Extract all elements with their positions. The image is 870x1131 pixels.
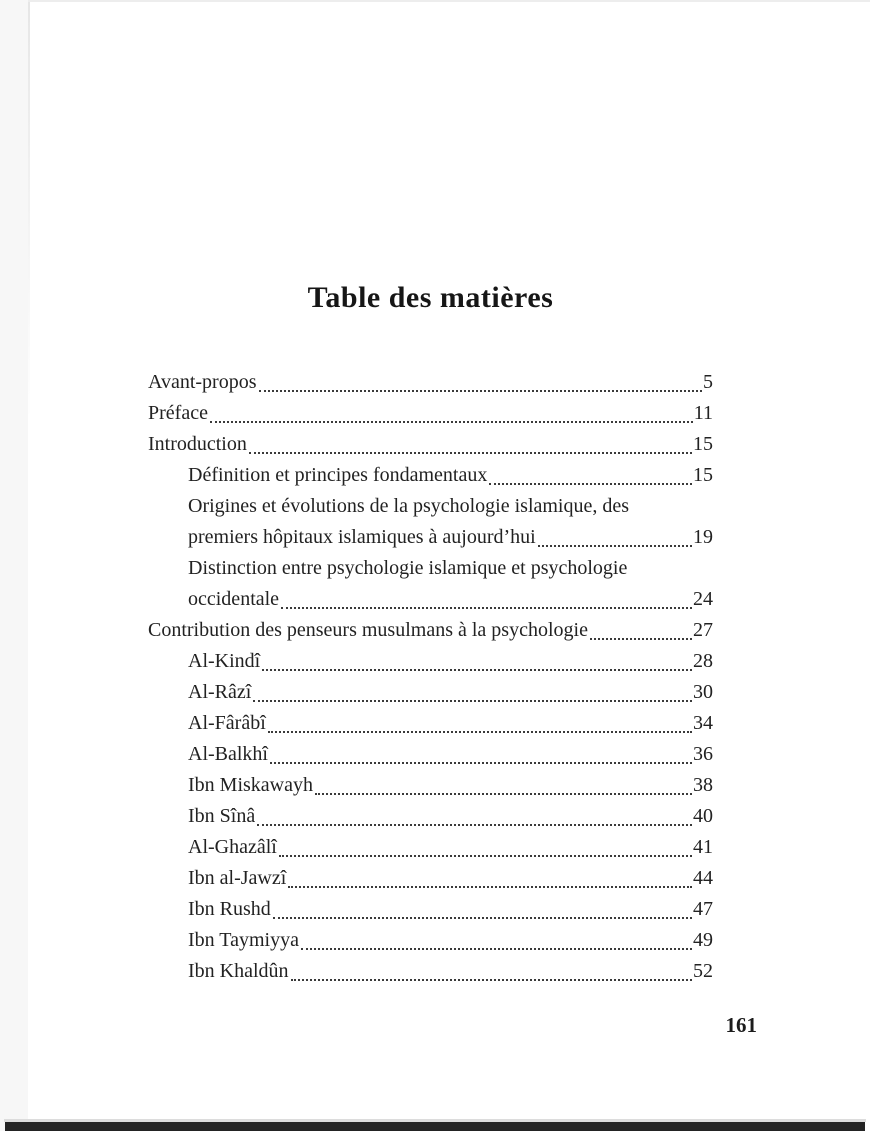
toc-leader bbox=[538, 545, 692, 547]
toc-row bbox=[148, 894, 713, 925]
toc-row bbox=[148, 429, 713, 460]
toc-row bbox=[148, 956, 713, 987]
toc-entry-label: Distinction entre psychologie islamique et psychologie bbox=[188, 557, 628, 579]
toc-list bbox=[148, 367, 713, 987]
toc-leader bbox=[270, 762, 692, 764]
toc-entry-label: occidentale bbox=[188, 588, 280, 610]
toc-leader bbox=[249, 452, 692, 454]
toc-row bbox=[148, 925, 713, 956]
page-title: Table des matières bbox=[307, 281, 554, 314]
toc-leader bbox=[301, 948, 692, 950]
toc-leader bbox=[259, 390, 703, 392]
toc-page-number: 52 bbox=[693, 960, 713, 982]
toc-page-number: 41 bbox=[693, 836, 713, 858]
toc-leader bbox=[281, 607, 692, 609]
toc-row bbox=[148, 460, 713, 491]
toc-leader bbox=[489, 483, 692, 485]
toc-entry-label: Ibn Miskawayh bbox=[188, 774, 313, 796]
toc-row bbox=[148, 770, 713, 801]
toc-entry-label: Avant-propos bbox=[148, 371, 257, 393]
toc-entry-label: Ibn Khaldûn bbox=[188, 960, 289, 982]
toc-leader bbox=[291, 979, 692, 981]
toc-row bbox=[148, 832, 713, 863]
toc-row bbox=[148, 584, 713, 615]
toc-row bbox=[148, 646, 713, 677]
toc-page-number: 11 bbox=[693, 402, 713, 424]
toc-leader bbox=[262, 669, 692, 671]
toc-row bbox=[148, 522, 713, 553]
toc-page-number: 44 bbox=[693, 867, 713, 889]
toc-page-number: 27 bbox=[693, 619, 713, 641]
toc-row bbox=[148, 398, 713, 429]
toc-entry-label: Ibn al-Jawzî bbox=[188, 867, 287, 889]
toc-leader bbox=[253, 700, 692, 702]
toc-leader bbox=[315, 793, 692, 795]
toc-row bbox=[148, 801, 713, 832]
toc-entry-label: Al-Kindî bbox=[188, 650, 261, 672]
toc-page-number: 15 bbox=[693, 433, 713, 455]
toc-entry-label: Préface bbox=[148, 402, 208, 424]
toc-entry-label: Al-Balkhî bbox=[188, 743, 268, 765]
page bbox=[148, 0, 713, 987]
toc-leader bbox=[273, 917, 692, 919]
toc-entry-label: Ibn Rushd bbox=[188, 898, 271, 920]
toc-leader bbox=[268, 731, 692, 733]
toc-page-number: 36 bbox=[693, 743, 713, 765]
toc-page-number: 30 bbox=[693, 681, 713, 703]
toc-page-number: 28 bbox=[693, 650, 713, 672]
toc-entry-label: premiers hôpitaux islamiques à aujourd’hui bbox=[188, 526, 536, 548]
toc-page-number: 38 bbox=[693, 774, 713, 796]
toc-row bbox=[148, 491, 713, 522]
folio-page-number: 161 bbox=[725, 1013, 757, 1037]
toc-row bbox=[148, 739, 713, 770]
toc-page-number: 5 bbox=[703, 371, 713, 393]
toc-page-number: 47 bbox=[693, 898, 713, 920]
toc-entry-label: Contribution des penseurs musulmans à la psychologie bbox=[148, 619, 588, 641]
toc-leader bbox=[210, 421, 693, 423]
toc-leader bbox=[257, 824, 692, 826]
toc-entry-label: Origines et évolutions de la psychologie islamique, des bbox=[188, 495, 630, 517]
toc-entry-label: Al-Ghazâlî bbox=[188, 836, 277, 858]
toc-row bbox=[148, 863, 713, 894]
toc-page-number: 19 bbox=[693, 526, 713, 548]
toc-entry-label: Ibn Taymiyya bbox=[188, 929, 299, 951]
toc-row bbox=[148, 677, 713, 708]
toc-entry-label: Définition et principes fondamentaux bbox=[188, 464, 488, 486]
scan-bottom-dark-bar bbox=[5, 1122, 865, 1131]
toc-page-number: 15 bbox=[693, 464, 713, 486]
toc-row bbox=[148, 553, 713, 584]
page-left-edge-shadow bbox=[0, 0, 28, 1131]
toc-page-number: 24 bbox=[693, 588, 713, 610]
toc-row bbox=[148, 615, 713, 646]
toc-page-number: 40 bbox=[693, 805, 713, 827]
toc-leader bbox=[590, 638, 692, 640]
toc-page-number: 49 bbox=[693, 929, 713, 951]
toc-entry-label: Introduction bbox=[148, 433, 247, 455]
toc-entry-label: Al-Fârâbî bbox=[188, 712, 266, 734]
toc-page-number: 34 bbox=[693, 712, 713, 734]
toc-row bbox=[148, 708, 713, 739]
page-left-edge-line bbox=[28, 0, 30, 420]
toc-leader bbox=[279, 855, 692, 857]
toc-row bbox=[148, 367, 713, 398]
toc-entry-label: Ibn Sînâ bbox=[188, 805, 256, 827]
toc-entry-label: Al-Râzî bbox=[188, 681, 252, 703]
toc-leader bbox=[288, 886, 692, 888]
